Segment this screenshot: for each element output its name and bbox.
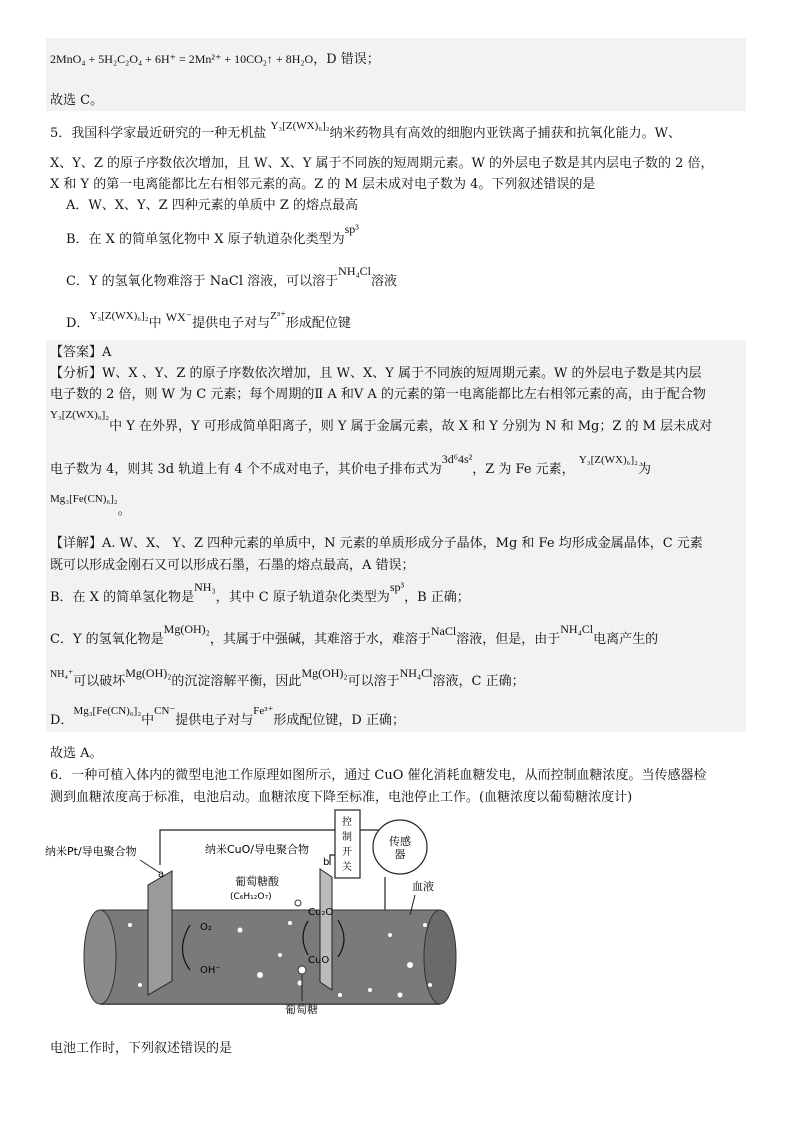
previous-choose: 故选 C。 <box>50 93 104 108</box>
q5-stem-line3: X 和 Y 的第一电离能都比左右相邻元素的高。Z 的 M 层未成对电子数为 4。下列叙述错误的是 <box>50 177 596 192</box>
o2-label: O₂ <box>200 922 212 933</box>
detail-c-f2: NaCl <box>430 624 457 638</box>
detail-c-c: 溶液，但是，由于 <box>456 632 561 647</box>
previous-equation-line <box>50 50 380 69</box>
cuo-label: CuO <box>308 955 330 966</box>
detail-choose: 故选 A。 <box>50 746 103 761</box>
right-electrode-label: 纳米CuO/导电聚合物 <box>205 843 310 856</box>
q5-formula: Y₃[Z(WX)₆]₂ <box>270 120 330 132</box>
bubble <box>423 923 427 927</box>
analysis-line5 <box>50 490 131 518</box>
bubble <box>257 972 263 978</box>
detail-c-f1: Mg(OH)₂ <box>163 622 210 636</box>
bubble <box>128 923 132 927</box>
option-d-formula1: Y₃[Z(WX)₆]₂ <box>89 310 149 322</box>
analysis-formula: Y₃[Z(WX)₆]₂ <box>50 409 110 421</box>
right-electrode <box>320 869 332 990</box>
detail-c2-f2: Mg(OH)₂ <box>125 666 172 680</box>
detail-c2-f1: NH₄⁺ <box>50 669 74 680</box>
bubble <box>368 988 372 992</box>
cu2o-label: Cu₂O <box>308 907 334 918</box>
detail-line1: 【详解】A. W、X、 Y、Z 四种元素的单质中，N 元素的单质形成分子晶体，Mg 和 Fe 均形成金属晶体，C 元素 <box>50 536 703 551</box>
q5-number: 5． <box>50 126 72 141</box>
bubble <box>428 983 432 987</box>
oh-label: OH⁻ <box>200 965 221 976</box>
q5-stem-b: 纳米药物具有高效的细胞内亚铁离子捕获和抗氧化能力。W、 <box>329 126 681 141</box>
detail-c2-b: 的沉淀溶解平衡，因此 <box>171 674 302 689</box>
detail-line2: 既可以形成金刚石又可以形成石墨，石墨的熔点最高，A 错误； <box>50 558 415 573</box>
option-d-formula2: WX⁻ <box>165 310 193 324</box>
sensor-label-2: 器 <box>394 848 406 861</box>
bubble <box>398 993 403 998</box>
battery-diagram <box>40 805 480 1020</box>
q5-option-c <box>66 264 398 291</box>
bubble <box>278 953 282 957</box>
option-c-tail: 溶液 <box>371 274 398 289</box>
detail-d-f1: Mg₃[Fe(CN)₆]₂ <box>73 705 142 717</box>
label-a: a <box>158 869 165 880</box>
gluconic-label: 葡萄糖酸 <box>235 875 279 888</box>
previous-answer-shade <box>46 38 746 111</box>
q5-stem-a: 我国科学家最近研究的一种无机盐 <box>71 126 267 141</box>
equation: 2MnO₄ + 5H₂C₂O₄ + 6H⁺ = 2Mn²⁺ + 10CO₂↑ + 8H₂O <box>50 52 314 66</box>
detail-b-a: B．在 X 的简单氢化物是 <box>50 590 195 605</box>
detail-b-c: ，B 正确； <box>404 590 470 605</box>
q6-question: 电池工作时，下列叙述错误的是 <box>50 1041 233 1056</box>
detail-c2-f4: NH₄Cl <box>399 666 433 680</box>
option-d-mid: 中 <box>148 316 162 331</box>
left-electrode <box>148 871 172 995</box>
analysis-line3 <box>50 409 713 434</box>
vessel-left-end <box>84 910 116 1004</box>
q5-option-a: A．W、X、Y、Z 四种元素的单质中 Z 的熔点最高 <box>66 198 359 213</box>
analysis-config: 3d⁶4s² <box>441 452 473 466</box>
detail-c-f3: NH₄Cl <box>560 622 594 636</box>
sensor-label-1: 传感 <box>389 835 411 848</box>
option-d-tail: 形成配位键 <box>285 316 351 331</box>
detail-d-f2: CN⁻ <box>154 705 176 717</box>
switch-label-3: 开 <box>342 847 352 858</box>
detail-c <box>50 622 659 649</box>
detail-d-c: 提供电子对与 <box>175 713 254 728</box>
detail-b-f2: sp³ <box>389 580 405 594</box>
option-c-formula: NH₄Cl <box>338 264 372 278</box>
analysis-period: 。 <box>117 503 131 518</box>
blood-label: 血液 <box>412 880 434 893</box>
q6-line2: 测到血糖浓度高于标准，电池启动。血糖浓度下降至标准，电池停止工作。(血糖浓度以葡萄糖浓度计) <box>50 790 633 805</box>
switch-label-2: 制 <box>342 832 352 843</box>
option-c-text: C．Y 的氢氧化物难溶于 NaCl 溶液，可以溶于 <box>66 274 339 289</box>
q5-stem-line1 <box>50 120 681 143</box>
option-d-text2: 提供电子对与 <box>192 316 271 331</box>
detail-c2-a: 可以破坏 <box>73 674 126 689</box>
option-b-text: B．在 X 的简单氢化物中 X 原子轨道杂化类型为 <box>66 232 345 247</box>
detail-d <box>50 705 405 730</box>
left-electrode-label: 纳米Pt/导电聚合物 <box>45 845 137 858</box>
detail-d-a: D． <box>50 713 74 728</box>
verdict: ，D 错误； <box>313 52 380 67</box>
detail-b-f1: NH₃ <box>194 580 216 594</box>
analysis-line4 <box>50 452 651 479</box>
left-pointer <box>140 860 160 873</box>
wire-right <box>330 855 335 865</box>
detail-b <box>50 580 470 607</box>
bubble <box>338 993 342 997</box>
bubble <box>238 928 243 933</box>
answer-label: 【答案】A <box>50 345 112 360</box>
vessel-right-end <box>424 910 456 1004</box>
detail-c2-c: 可以溶于 <box>347 674 400 689</box>
option-b-formula: sp³ <box>344 222 359 236</box>
bubble <box>288 921 292 925</box>
switch-label-1: 控 <box>342 817 352 828</box>
glucose-label: 葡萄糖 <box>285 1003 318 1016</box>
analysis-line2: 电子数的 2 倍，则 W 为 C 元素；每个周期的Ⅱ A 和Ⅴ A 的元素的第一电离能都比左右相邻元素的高，由于配合物 <box>50 387 706 402</box>
analysis-formula2: Y₃[Z(WX)₆]₂ <box>578 454 638 466</box>
analysis-line3-text: 中 Y 在外界，Y 可形成简单阳离子，则 Y 属于金属元素，故 X 和 Y 分别为 N 和 Mg；Z 的 M 层未成对 <box>109 419 713 434</box>
q6-line1: 6．一种可植入体内的微型电池工作原理如图所示，通过 CuO 催化消耗血糖发电，从而控制血糖浓度。当传感器检 <box>50 768 707 783</box>
detail-c2-f3: Mg(OH)₂ <box>301 666 348 680</box>
bubble <box>407 962 413 968</box>
gluconic-molecule <box>295 900 301 906</box>
detail-b-b: ，其中 C 原子轨道杂化类型为 <box>215 590 390 605</box>
gluconic-formula: (C₆H₁₂O₇) <box>230 892 272 902</box>
q5-option-d <box>66 310 351 333</box>
option-d-formula3: Z³⁺ <box>270 310 286 322</box>
analysis-line4-a: 电子数为 4，则其 3d 轨道上有 4 个不成对电子，其价电子排布式为 <box>50 462 442 477</box>
detail-c-a: C．Y 的氢氧化物是 <box>50 632 164 647</box>
switch-label-4: 关 <box>342 862 352 873</box>
analysis-line1: 【分析】W、X 、Y、Z 的原子序数依次增加，且 W、X、Y 属于不同族的短周期元素。W 的外层电子数是其内层 <box>50 366 702 381</box>
analysis-line4-c: 为 <box>637 462 651 477</box>
detail-c2-d: 溶液，C 正确； <box>432 674 525 689</box>
detail-d-f3: Fe³⁺ <box>253 705 274 717</box>
option-d-label: D． <box>66 316 90 331</box>
detail-c-b: ，其属于中强碱，其难溶于水，难溶于 <box>209 632 431 647</box>
detail-c2 <box>50 666 525 692</box>
q5-option-b <box>66 222 359 249</box>
label-b: b <box>323 857 330 868</box>
detail-d-d: 形成配位键，D 正确； <box>273 713 405 728</box>
q5-stem-line2: X、Y、Z 的原子序数依次增加，且 W、X、Y 属于不同族的短周期元素。W 的外层电子数是其内层电子数的 2 倍， <box>50 156 714 171</box>
detail-c-d: 电离产生的 <box>593 632 659 647</box>
analysis-formula3: Mg₃[Fe(CN)₆]₂ <box>50 493 118 505</box>
bubble <box>138 983 142 987</box>
bubble <box>388 933 392 937</box>
analysis-line4-b: ，Z 为 Fe 元素， <box>472 462 575 477</box>
detail-d-b: 中 <box>141 713 155 728</box>
glucose-molecule <box>298 966 306 974</box>
